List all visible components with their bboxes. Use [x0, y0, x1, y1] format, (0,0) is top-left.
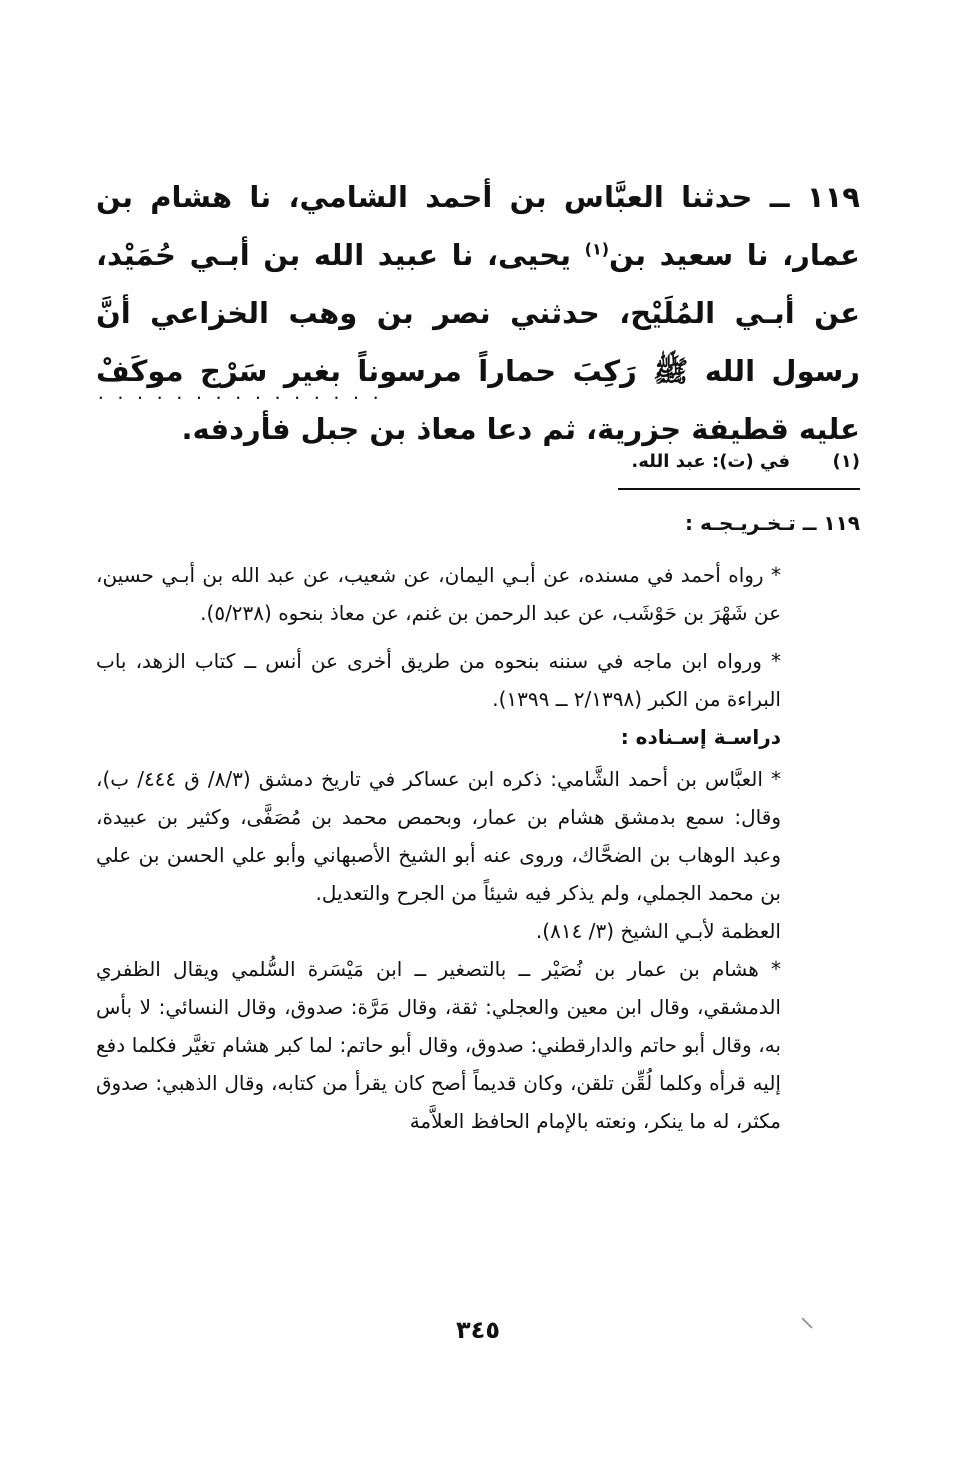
hadith-text-part1: ــ حدثنا العبَّاس بن أحمد الشامي، نا هشام بن عمار، نا سعيد بن [96, 180, 860, 272]
divider-line [618, 488, 860, 490]
isnad-paragraph-3: * هشام بن عمار بن نُصَيْر ــ بالتصغير ــ ابن مَيْسَرة السُّلمي ويقال الظفري الدمشقي، وقال ابن معين والعجلي: ثقة، وقال مَرَّة: صدوق، وقال النسائي: لا بأس به، وقال أبو حاتم والدارقطني: صدوق، وقال أبو حاتم: لما كبر هشام تغيَّر فكلما دفع إليه قرأه وكلما لُقِّن تلقن، وكان قديماً أصح كان يقرأ من كتابه، وقال الذهبي: صدوق مكثر، له ما ينكر، ونعته بالإمام الحافظ العلاَّمة [96, 957, 781, 1133]
takhrij-paragraph-2: * ورواه ابن ماجه في سننه بنحوه من طريق أخرى عن أنس ــ كتاب الزهد، باب البراءة من الكبر (٢/١٣٩٨ ــ ١٣٩٩). [96, 649, 781, 711]
separator-dots: ............... [96, 384, 391, 403]
hadith-text [96, 168, 860, 458]
isnad-paragraph-1: * العبَّاس بن أحمد الشَّامي: ذكره ابن عساكر في تاريخ دمشق (٨/٣/ ق ٤٤٤/ ب)، وقال: سمع بدمشق هشام بن عمار، وبحمص محمد بن مُصَفَّى، وكثير بن عبيدة، وعبد الوهاب بن الضحَّاك، وروى عنه أبو الشيخ الأصبهاني وأبو علي الحسن بن علي بن محمد الجملي، ولم يذكر فيه شيئاً من الجرح والتعديل. [96, 767, 781, 905]
takhrij-paragraph-1: * رواه أحمد في مسنده، عن أبـي اليمان، عن شعيب، عن عبد الله بن أبـي حسين، عن شَهْرَ بن حَوْشَب، عن عبد الرحمن بن غنم، عن معاذ بنحوه (٥/٢٣٨). [96, 563, 781, 625]
footnote [96, 448, 860, 476]
footnote-text: في (ت): عبد الله. [631, 451, 790, 472]
page-number: ٣٤٥ [456, 1316, 500, 1344]
takhrij-body [96, 556, 781, 1140]
isnad-paragraph-2: العظمة لأبـي الشيخ (٣/ ٨١٤). [535, 919, 781, 943]
footnote-ref: (١) [584, 239, 610, 259]
hadith-text-part2: يحيى، نا عبيد الله بن أبـي حُمَيْد، عن أبـي المُلَيْح، حدثني نصر بن وهب الخزاعي أنَّ رسول الله ﷺ رَكِبَ حماراً مرسوناً بغير سَرْج موكَفْ عليه قطيفة جزرية، ثم دعا معاذ بن جبل فأردفه. [96, 238, 860, 446]
isnad-heading: دراسـة إسـناده : [620, 725, 781, 749]
hadith-number: ١١٩ [806, 180, 860, 214]
takhrij-heading: ١١٩ ــ تـخـريـجـه : [685, 511, 860, 535]
footnote-number: (١) [832, 451, 860, 472]
